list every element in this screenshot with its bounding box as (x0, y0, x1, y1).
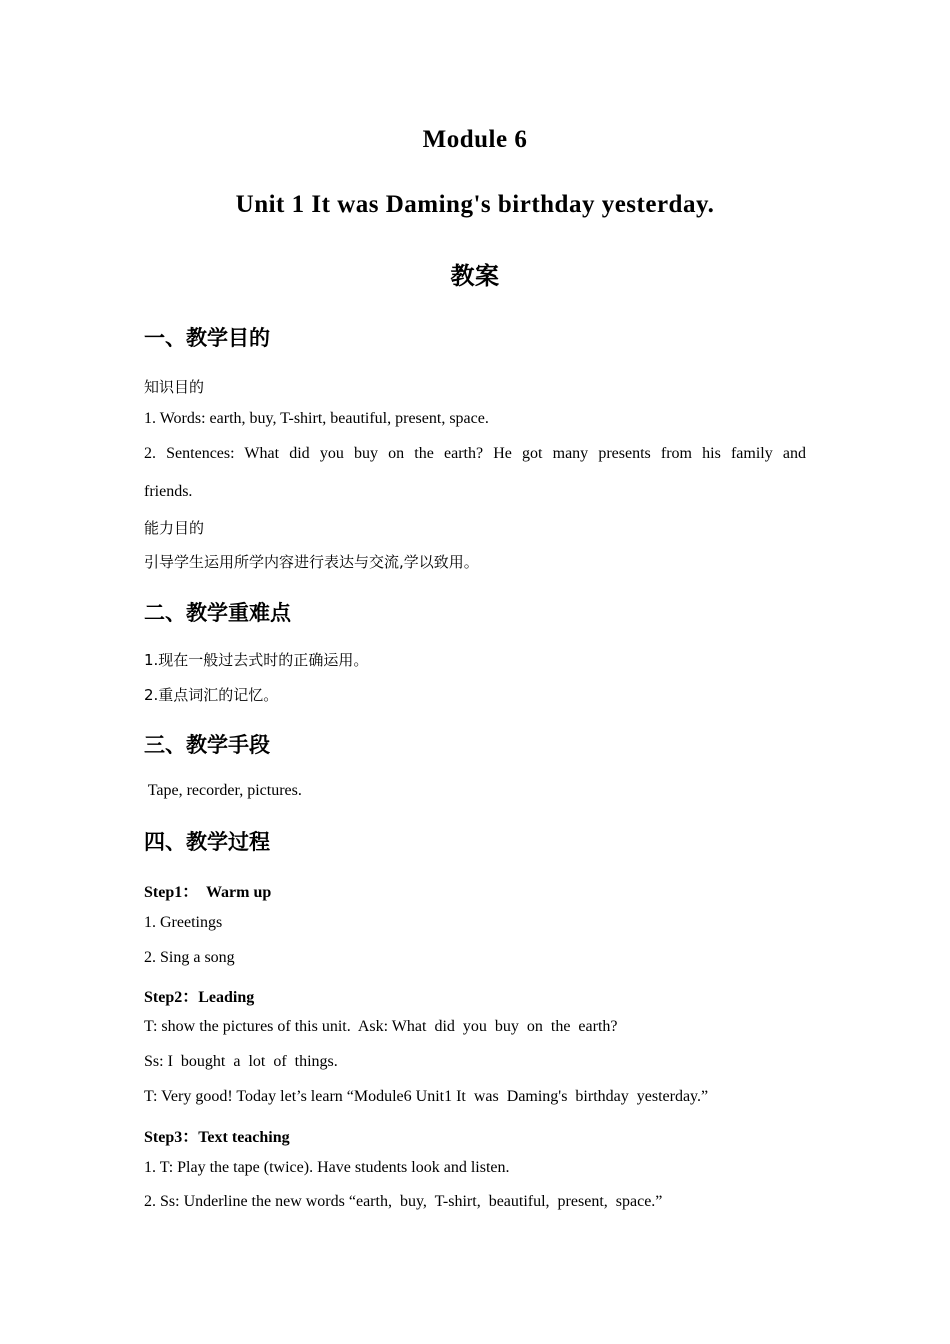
sentences-item: 2. Sentences: What did you buy on the earth? He got many presents from his family and (144, 445, 806, 462)
step1-title: Step1： Warm up (144, 884, 272, 901)
section-heading-key-points: 二、教学重难点 (144, 601, 291, 625)
step3-title: Step3：Text teaching (144, 1129, 290, 1146)
step1-item-2: 2. Sing a song (144, 949, 235, 966)
step3-item-1: 1. T: Play the tape (twice). Have students look and listen. (144, 1159, 510, 1176)
ability-text: 引导学生运用所学内容进行表达与交流,学以致用。 (144, 553, 479, 571)
module-title: Module 6 (422, 126, 528, 153)
key-point-2: 2.重点词汇的记忆。 (144, 686, 279, 704)
step2-line-1: T: show the pictures of this unit. Ask: What did you buy on the earth? (144, 1018, 618, 1035)
step3-item-2: 2. Ss: Underline the new words “earth, buy, T-shirt, beautiful, present, space.” (144, 1193, 663, 1210)
step2-line-3: T: Very good! Today let’s learn “Module6 Unit1 It was Daming's birthday yesterday.” (144, 1088, 709, 1105)
doc-type-title: 教案 (450, 262, 500, 290)
unit-title: Unit 1 It was Daming's birthday yesterday. (235, 191, 715, 218)
step1-item-1: 1. Greetings (144, 914, 223, 931)
section-heading-process: 四、教学过程 (144, 830, 270, 854)
section-heading-objectives: 一、教学目的 (144, 326, 270, 350)
knowledge-label: 知识目的 (144, 378, 205, 396)
words-item: 1. Words: earth, buy, T-shirt, beautiful, present, space. (144, 410, 489, 427)
sentences-item-continued: friends. (144, 483, 193, 500)
section-heading-means: 三、教学手段 (144, 733, 270, 757)
ability-label: 能力目的 (144, 519, 205, 537)
teaching-means-text: Tape, recorder, pictures. (144, 782, 302, 799)
step2-line-2: Ss: I bought a lot of things. (144, 1053, 338, 1070)
key-point-1: 1.现在一般过去式时的正确运用。 (144, 651, 369, 669)
step2-title: Step2：Leading (144, 989, 255, 1006)
